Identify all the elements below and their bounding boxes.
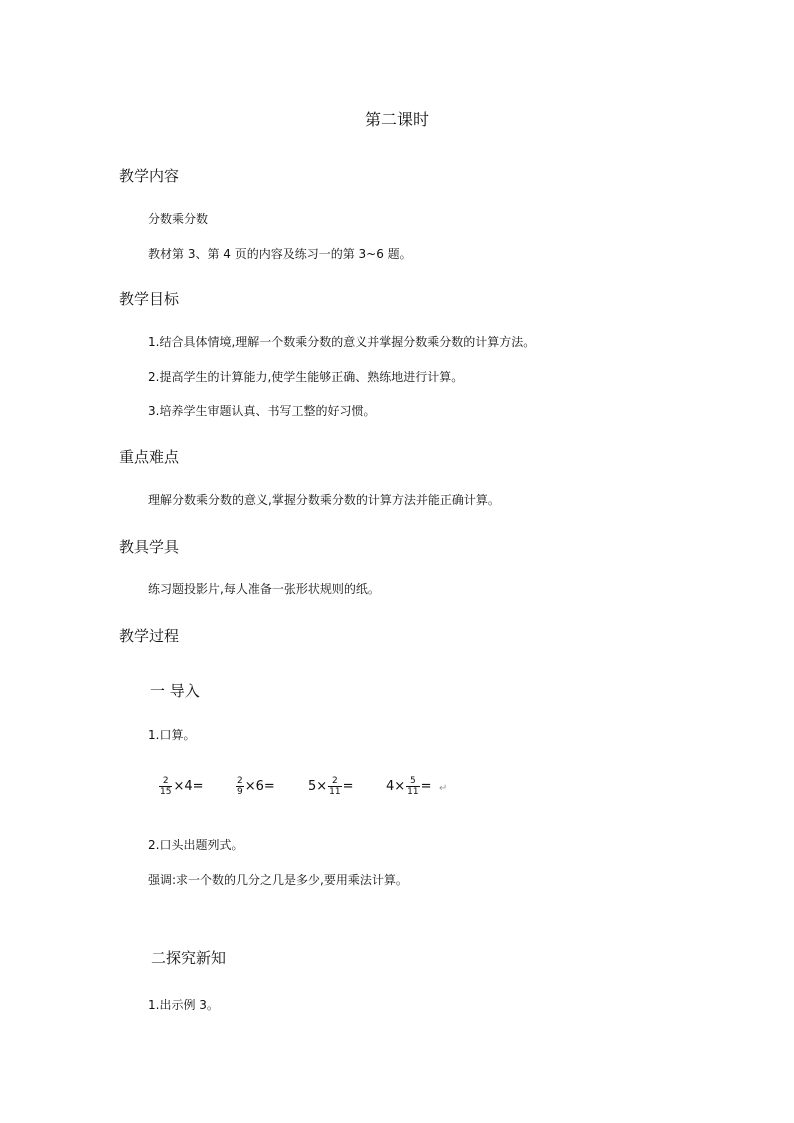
numerator: 2 — [162, 776, 169, 786]
expression-tail: = — [420, 779, 432, 794]
fraction — [236, 776, 244, 797]
expression-tail: = — [342, 779, 354, 794]
part1-emphasis: 强调:求一个数的几分之几是多少,要用乘法计算。 — [148, 873, 408, 887]
objective-line-1: 1.结合具体情境,理解一个数乘分数的意义并掌握分数乘分数的计算方法。 — [148, 335, 536, 349]
part2-title: 二探究新知 — [151, 949, 227, 967]
page-title: 第二课时 — [364, 110, 429, 129]
expression-head: 5× — [308, 779, 328, 794]
numerator: 2 — [332, 776, 338, 786]
section-heading-tools: 教具学具 — [119, 538, 180, 556]
section-heading-key-points: 重点难点 — [119, 448, 180, 466]
numerator: 2 — [237, 776, 243, 786]
denominator: 11 — [329, 787, 341, 797]
fraction — [406, 776, 419, 797]
part1-item-2: 2.口头出题列式。 — [148, 838, 244, 852]
tools-line-1: 练习题投影片,每人准备一张形状规则的纸。 — [148, 582, 380, 596]
objective-line-3: 3.培养学生审题认真、书写工整的好习惯。 — [148, 404, 376, 418]
expression-head: 4× — [386, 779, 406, 794]
key-points-line-1: 理解分数乘分数的意义,掌握分数乘分数的计算方法并能正确计算。 — [148, 493, 500, 507]
fraction — [328, 776, 341, 797]
content-line-2: 教材第 3、第 4 页的内容及练习一的第 3~6 题。 — [148, 247, 412, 261]
content-line-1: 分数乘分数 — [148, 212, 209, 226]
section-heading-content: 教学内容 — [119, 167, 180, 185]
denominator: 11 — [407, 787, 419, 797]
part1-title: 一 导入 — [150, 682, 200, 700]
expression-tail: ×6= — [244, 779, 275, 794]
math-expression-4 — [386, 776, 432, 797]
math-expression-1 — [158, 776, 204, 797]
return-mark-icon: ↵ — [439, 783, 448, 794]
numerator: 5 — [410, 776, 416, 786]
objective-line-2: 2.提高学生的计算能力,使学生能够正确、熟练地进行计算。 — [148, 370, 464, 384]
denominator: 15 — [160, 787, 172, 797]
section-heading-objectives: 教学目标 — [119, 290, 180, 308]
math-expression-2 — [235, 776, 275, 797]
expression-tail: ×4= — [173, 779, 204, 794]
section-heading-process: 教学过程 — [119, 627, 180, 645]
denominator: 9 — [237, 787, 243, 797]
part2-item-1: 1.出示例 3。 — [148, 998, 219, 1012]
part1-item-1: 1.口算。 — [148, 728, 196, 742]
fraction — [159, 776, 172, 797]
math-expression-3 — [308, 776, 354, 797]
